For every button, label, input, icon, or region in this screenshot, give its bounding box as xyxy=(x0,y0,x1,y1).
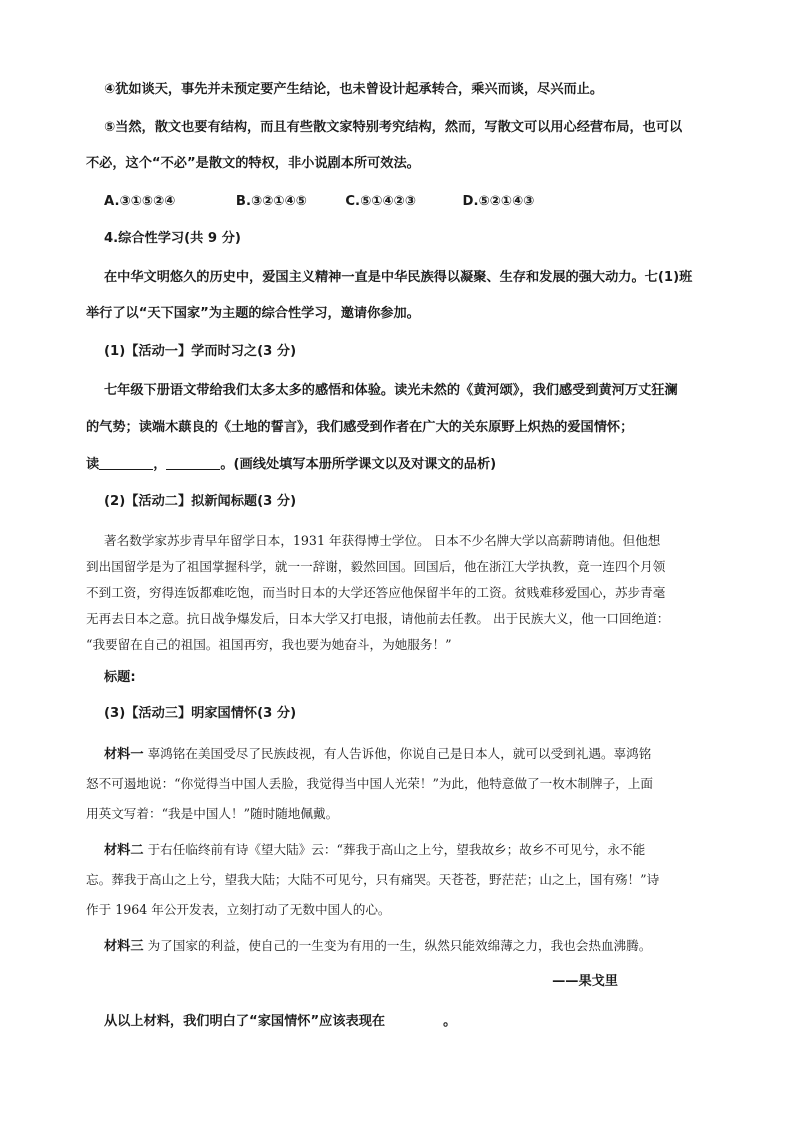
activity-1-title: (1)【活动一】学而时习之(3 分) xyxy=(104,344,297,359)
material-2-text: 于右任临终前有诗《望大陆》云：“葬我于高山之上兮，望我故乡；故乡不可见兮，永不能 xyxy=(147,842,646,857)
activity-2-para-line-5: “我要留在自己的祖国。祖国再穷，我也要为她奋斗，为她服务！” xyxy=(86,637,452,652)
material-1-line-1 xyxy=(104,744,693,765)
option-d[interactable]: D.⑤②①④③ xyxy=(462,194,535,209)
activity-1-line-1: 七年级下册语文带给我们太多太多的感悟和体验。读光未然的《黄河颂》，我们感受到黄河万丈狂澜 xyxy=(104,383,678,398)
activity-2-para-line-4: 无再去日本之意。抗日战争爆发后，日本大学又打电报，请他前去任教。 出于民族大义，他一口回绝道： xyxy=(86,611,670,626)
option-a[interactable]: A.③①⑤②④ xyxy=(104,194,176,209)
material-2-line-3: 作于 1964 年公开发表，立刻打动了无数中国人的心。 xyxy=(86,902,391,917)
item-4: ④犹如谈天，事先并未预定要产生结论，也未曾设计起承转合，乘兴而谈，尽兴而止。 xyxy=(104,82,604,97)
item-5-line-1: ⑤当然，散文也要有结构，而且有些散文家特别考究结构，然而，写散文可以用心经营布局，也可以 xyxy=(104,120,683,135)
material-1-text: 辜鸿铭在美国受尽了民族歧视，有人告诉他，你说自己是日本人，就可以受到礼遇。辜鸿铭 xyxy=(147,746,652,761)
activity-2-para-line-1: 著名数学家苏步青早年留学日本，1931 年获得博士学位。 日本不少名牌大学以高薪聘请他。但他想 xyxy=(104,533,661,548)
activity-1-prefix: 读 xyxy=(86,457,100,472)
option-b[interactable]: B.③②①④⑤ xyxy=(235,194,307,209)
material-1-line-3: 用英文写着：“我是中国人！”随时随地佩戴。 xyxy=(86,806,339,821)
material-3-label: 材料三 xyxy=(104,939,144,954)
activity-2-title: (2)【活动二】拟新闻标题(3 分) xyxy=(104,494,297,509)
activity-1-sep: ， xyxy=(153,457,167,472)
section-4-intro-line-2: 举行了以“天下国家”为主题的综合性学习，邀请你参加。 xyxy=(86,306,420,321)
activity-2-title-label: 标题: xyxy=(104,670,136,685)
material-2-label: 材料二 xyxy=(104,843,144,858)
activity-1-suffix: 。(画线处填写本册所学课文以及对课文的品析) xyxy=(220,457,497,472)
conclusion-prefix: 从以上材料，我们明白了“家国情怀”应该表现在 xyxy=(104,1014,386,1029)
activity-1-line-2: 的气势；读端木蕻良的《土地的誓言》，我们感受到作者在广大的关东原野上炽热的爱国情怀； xyxy=(86,420,634,435)
item-5-line-2: 不必，这个“不必”是散文的特权，非小说剧本所可效法。 xyxy=(86,156,420,171)
material-3-author: ——果戈里 xyxy=(552,974,618,989)
activity-2-para-line-3: 不到工资，穷得连饭都难吃饱，而当时日本的大学还答应他保留半年的工资。贫贱难移爱国心，苏步青毫 xyxy=(86,585,666,600)
material-1-line-2: 怒不可遏地说：“你觉得当中国人丢脸，我觉得当中国人光荣！”为此，他特意做了一枚木制牌子，上面 xyxy=(86,776,654,791)
activity-3-title: (3)【活动三】明家国情怀(3 分) xyxy=(104,706,297,721)
material-3-line-1 xyxy=(104,936,693,957)
material-3-text: 为了国家的利益，使自己的一生变为有用的一生，纵然只能效绵薄之力，我也会热血沸腾。 xyxy=(147,938,652,953)
answer-options xyxy=(104,192,693,212)
activity-2-para-line-2: 到出国留学是为了祖国掌握科学，就一一辞谢，毅然回国。回国后，他在浙江大学执教，竟一连四个月领 xyxy=(86,559,666,574)
conclusion-suffix: 。 xyxy=(443,1014,457,1029)
fill-blank-2[interactable] xyxy=(166,455,220,470)
section-4-heading: 4.综合性学习(共 9 分) xyxy=(104,231,241,246)
material-2-line-1 xyxy=(104,840,693,861)
material-2-line-2: 忘。葬我于高山之上兮，望我大陆；大陆不可见兮，只有痛哭。天苍苍，野茫茫；山之上，国有殇！”诗 xyxy=(86,872,660,887)
fill-blank-1[interactable] xyxy=(99,455,153,470)
conclusion-line xyxy=(104,1012,693,1032)
option-c[interactable]: C.⑤①④②③ xyxy=(345,194,416,209)
section-4-intro-line-1: 在中华文明悠久的历史中，爱国主义精神一直是中华民族得以凝聚、生存和发展的强大动力。七(1)班 xyxy=(104,270,693,285)
activity-1-line-3 xyxy=(86,455,693,475)
material-1-label: 材料一 xyxy=(104,747,144,762)
